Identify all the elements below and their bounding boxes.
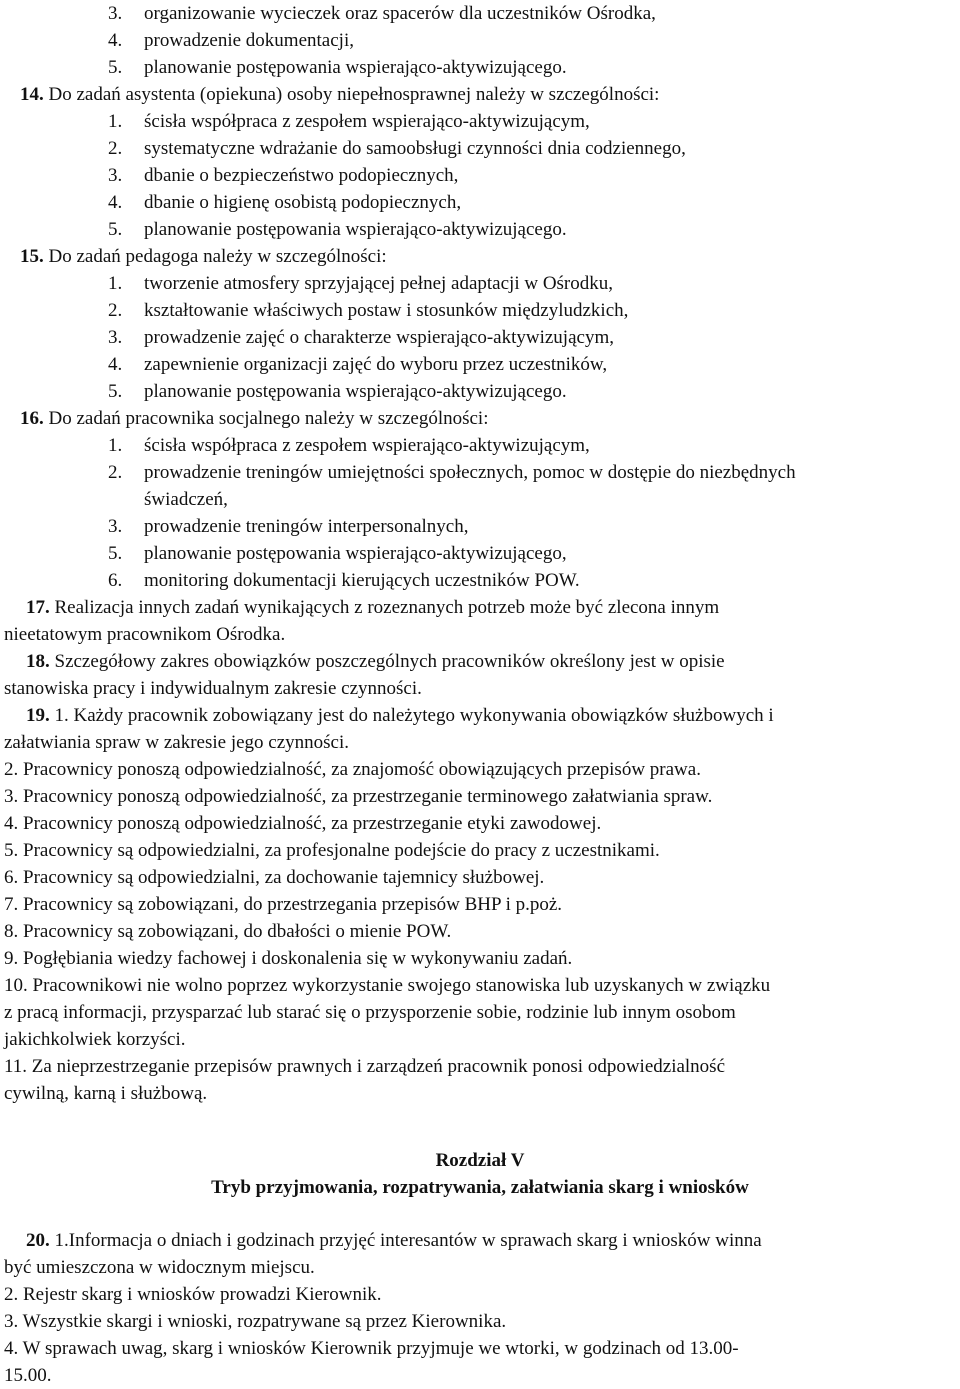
list-item: 3. prowadzenie zajęć o charakterze wspierająco-aktywizującym, <box>108 327 614 348</box>
section-19-point-10-cont: jakichkolwiek korzyści. <box>4 1029 186 1050</box>
section-19: 19. 1. Każdy pracownik zobowiązany jest do należytego wykonywania obowiązków służbowych i <box>26 705 774 726</box>
list-item: 4. prowadzenie dokumentacji, <box>108 30 354 51</box>
section-19-point-10: 10. Pracownikowi nie wolno poprzez wykorzystanie swojego stanowiska lub uzyskanych w związku <box>4 975 771 996</box>
section-18-continuation: stanowiska pracy i indywidualnym zakresie czynności. <box>4 678 422 699</box>
list-item: 3. dbanie o bezpieczeństwo podopiecznych, <box>108 165 459 186</box>
list-item: 3. organizowanie wycieczek oraz spacerów dla uczestników Ośrodka, <box>108 3 656 24</box>
section-19-continuation: załatwiania spraw w zakresie jego czynności. <box>4 732 350 753</box>
list-item: 6. monitoring dokumentacji kierujących uczestników POW. <box>108 570 580 591</box>
section-19-point: 3. Pracownicy ponoszą odpowiedzialność, za przestrzeganie terminowego załatwiania spraw. <box>4 786 713 807</box>
section-16-heading: 16. Do zadań pracownika socjalnego należy w szczególności: <box>20 408 489 429</box>
list-item: 4. dbanie o higienę osobistą podopiecznych, <box>108 192 462 213</box>
section-17-continuation: nieetatowym pracownikom Ośrodka. <box>4 624 286 645</box>
chapter-title: Rozdział V <box>435 1150 525 1171</box>
section-20-continuation: 15.00. <box>4 1365 52 1386</box>
section-18: 18. Szczegółowy zakres obowiązków poszczególnych pracowników określony jest w opisie <box>26 651 725 672</box>
list-item-continuation: świadczeń, <box>144 489 228 510</box>
list-item: 5. planowanie postępowania wspierająco-aktywizującego. <box>108 219 567 240</box>
list-item: 1. tworzenie atmosfery sprzyjającej pełnej adaptacji w Ośrodku, <box>108 273 614 294</box>
list-item: 2. systematyczne wdrażanie do samoobsługi czynności dnia codziennego, <box>108 138 686 159</box>
list-item: 2. prowadzenie treningów umiejętności społecznych, pomoc w dostępie do niezbędnych <box>108 462 796 483</box>
spacer <box>4 1107 956 1147</box>
section-20-continuation: być umieszczona w widocznym miejscu. <box>4 1257 315 1278</box>
list-item: 1. ścisła współpraca z zespołem wspierająco-aktywizującym, <box>108 435 590 456</box>
section-17: 17. Realizacja innych zadań wynikających z rozeznanych potrzeb może być zlecona innym <box>26 597 720 618</box>
section-14-heading: 14. Do zadań asystenta (opiekuna) osoby niepełnosprawnej należy w szczególności: <box>20 84 660 105</box>
list-item: 5. planowanie postępowania wspierająco-aktywizującego. <box>108 57 567 78</box>
section-19-point: 8. Pracownicy są zobowiązani, do dbałości o mienie POW. <box>4 921 452 942</box>
section-19-point-10-cont: z pracą informacji, przysparzać lub starać się o przysporzenie sobie, rodzinie lub innym osobom <box>4 1002 736 1023</box>
section-19-point: 7. Pracownicy są zobowiązani, do przestrzegania przepisów BHP i p.poż. <box>4 894 563 915</box>
list-item: 3. prowadzenie treningów interpersonalnych, <box>108 516 469 537</box>
chapter-subtitle: Tryb przyjmowania, rozpatrywania, załatwiania skarg i wniosków <box>211 1177 749 1198</box>
section-19-point: 2. Pracownicy ponoszą odpowiedzialność, za znajomość obowiązujących przepisów prawa. <box>4 759 701 780</box>
list-item: 2. kształtowanie właściwych postaw i stosunków międzyludzkich, <box>108 300 629 321</box>
section-15-heading: 15. Do zadań pedagoga należy w szczególności: <box>20 246 387 267</box>
section-19-point: 4. Pracownicy ponoszą odpowiedzialność, za przestrzeganie etyki zawodowej. <box>4 813 602 834</box>
section-20-point: 4. W sprawach uwag, skarg i wniosków Kierownik przyjmuje we wtorki, w godzinach od 13.00- <box>4 1338 739 1359</box>
section-19-point: 5. Pracownicy są odpowiedzialni, za profesjonalne podejście do pracy z uczestnikami. <box>4 840 660 861</box>
list-item: 5. planowanie postępowania wspierająco-aktywizującego. <box>108 381 567 402</box>
section-19-point: 9. Pogłębiania wiedzy fachowej i doskonalenia się w wykonywaniu zadań. <box>4 948 573 969</box>
section-20: 20. 1.Informacja o dniach i godzinach przyjęć interesantów w sprawach skarg i wniosków winna <box>26 1230 762 1251</box>
section-19-point-11-cont: cywilną, karną i służbową. <box>4 1083 208 1104</box>
spacer <box>4 1201 956 1227</box>
list-item: 5. planowanie postępowania wspierająco-aktywizującego, <box>108 543 567 564</box>
list-item: 1. ścisła współpraca z zespołem wspierająco-aktywizującym, <box>108 111 590 132</box>
list-item: 4. zapewnienie organizacji zajęć do wyboru przez uczestników, <box>108 354 608 375</box>
section-20-point: 3. Wszystkie skargi i wnioski, rozpatrywane są przez Kierownika. <box>4 1311 507 1332</box>
section-19-point: 6. Pracownicy są odpowiedzialni, za dochowanie tajemnicy służbowej. <box>4 867 545 888</box>
s13-list <box>4 0 956 81</box>
section-19-point-11: 11. Za nieprzestrzeganie przepisów prawnych i zarządzeń pracownik ponosi odpowiedzialność <box>4 1056 726 1077</box>
section-20-point: 2. Rejestr skarg i wniosków prowadzi Kierownik. <box>4 1284 382 1305</box>
